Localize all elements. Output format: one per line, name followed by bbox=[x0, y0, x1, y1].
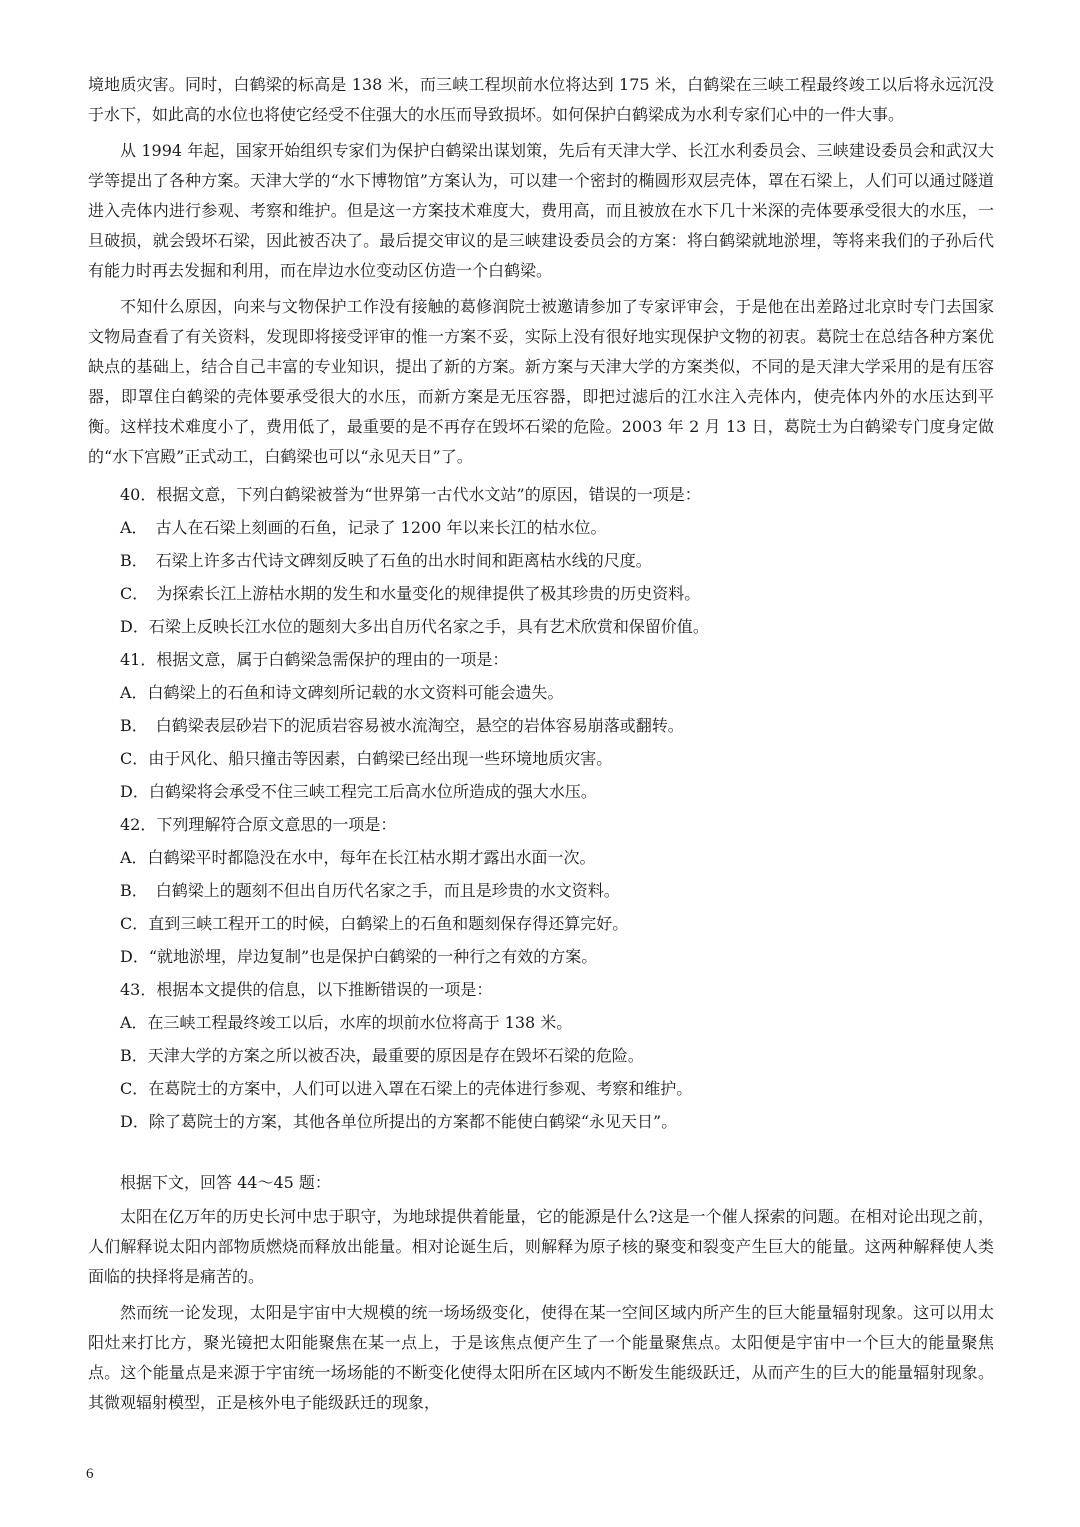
passage-paragraph: 太阳在亿万年的历史长河中忠于职守，为地球提供着能量，它的能源是什么?这是一个催人探索的问题。在相对论出现之前，人们解释说太阳内部物质燃烧而释放出能量。相对论诞生后，则解释为原子核的聚变和裂变产生巨大的能量。这两种解释使人类面临的抉择将是痛苦的。 bbox=[88, 1207, 994, 1286]
passage-paragraph: 从 1994 年起，国家开始组织专家们为保护白鹤梁出谋划策，先后有天津大学、长江水利委员会、三峡建设委员会和武汉大学等提出了各种方案。天津大学的“水下博物馆”方案认为，可以建一个密封的椭圆形双层壳体，罩在石梁上，人们可以通过隧道进入壳体内进行参观、考察和维护。但是这一方案技术难度大，费用高，而且被放在水下几十米深的壳体要承受很大的水压，一旦破损，就会毁坏石梁，因此被否决了。最后提交审议的是三峡建设委员会的方案：将白鹤梁就地淤埋，等将来我们的子孙后代有能力时再去发掘和利用，而在岸边水位变动区仿造一个白鹤梁。 bbox=[88, 141, 994, 280]
option-d: D．白鹤梁将会承受不住三峡工程完工后高水位所造成的强大水压。 bbox=[120, 782, 597, 801]
question-stem: 40．根据文意，下列白鹤梁被誉为“世界第一古代水文站”的原因，错误的一项是： bbox=[120, 485, 701, 504]
passage-paragraph: 然而统一论发现，太阳是宇宙中大规模的统一场场级变化，使得在某一空间区域内所产生的巨大能量辐射现象。这可以用太阳灶来打比方，聚光镜把太阳能聚焦在某一点上，于是该焦点便产生了一个能量聚焦点。太阳便是宇宙中一个巨大的能量聚焦点。这个能量点是来源于宇宙统一场场能的不断变化使得太阳所在区域内不断发生能级跃迁，从而产生的巨大的能量辐射现象。其微观辐射模型，正是核外电子能级跃迁的现象， bbox=[88, 1303, 994, 1412]
option-a: A．白鹤梁上的石鱼和诗文碑刻所记载的水文资料可能会遗失。 bbox=[120, 683, 564, 702]
option-d: D．石梁上反映长江水位的题刻大多出自历代名家之手，具有艺术欣赏和保留价值。 bbox=[120, 617, 709, 636]
option-c: C．由于风化、船只撞击等因素，白鹤梁已经出现一些环境地质灾害。 bbox=[120, 749, 613, 768]
passage-paragraph: 不知什么原因，向来与文物保护工作没有接触的葛修润院士被邀请参加了专家评审会，于是他在出差路过北京时专门去国家文物局查看了有关资料，发现即将接受评审的惟一方案不妥，实际上没有很好地实现保护文物的初衷。葛院士在总结各种方案优缺点的基础上，结合自己丰富的专业知识，提出了新的方案。新方案与天津大学的方案类似，不同的是天津大学采用的是有压容器，即罩住白鹤梁的壳体要承受很大的水压，而新方案是无压容器，即把过滤后的江水注入壳体内，使壳体内外的水压达到平衡。这样技术难度小了，费用低了，最重要的是不再存在毁坏石梁的危险。2003 年 2 月 13 日，葛院士为白鹤梁专门度身定做的“水下宫殿”正式动工，白鹤梁也可以“永见天日”了。 bbox=[88, 297, 994, 466]
question-42 bbox=[88, 808, 994, 973]
document-page bbox=[88, 70, 994, 1424]
question-43 bbox=[88, 973, 994, 1138]
question-stem: 42．下列理解符合原文意思的一项是： bbox=[120, 815, 397, 834]
option-c: C． 为探索长江上游枯水期的发生和水量变化的规律提供了极其珍贵的历史资料。 bbox=[120, 584, 701, 603]
option-c: C．直到三峡工程开工的时候，白鹤梁上的石鱼和题刻保存得还算完好。 bbox=[120, 914, 629, 933]
option-d: D．“就地淤埋，岸边复制”也是保护白鹤梁的一种行之有效的方案。 bbox=[120, 947, 598, 966]
option-b: B． 白鹤梁上的题刻不但出自历代名家之手，而且是珍贵的水文资料。 bbox=[120, 881, 620, 900]
option-c: C．在葛院士的方案中，人们可以进入罩在石梁上的壳体进行参观、考察和维护。 bbox=[120, 1079, 693, 1098]
option-b: B． 石梁上许多古代诗文碑刻反映了石鱼的出水时间和距离枯水线的尺度。 bbox=[120, 551, 652, 570]
passage-paragraph: 境地质灾害。同时，白鹤梁的标高是 138 米，而三峡工程坝前水位将达到 175 米，白鹤梁在三峡工程最终竣工以后将永远沉没于水下，如此高的水位也将使它经受不住强大的水压而导致损坏。如何保护白鹤梁成为水利专家们心中的一件大事。 bbox=[88, 75, 994, 124]
page-number: 6 bbox=[86, 1466, 94, 1482]
question-41 bbox=[88, 643, 994, 808]
option-b: B． 白鹤梁表层砂岩下的泥质岩容易被水流淘空，悬空的岩体容易崩落或翻转。 bbox=[120, 716, 684, 735]
option-a: A．白鹤梁平时都隐没在水中，每年在长江枯水期才露出水面一次。 bbox=[120, 848, 596, 867]
question-40 bbox=[88, 478, 994, 643]
option-d: D．除了葛院士的方案，其他各单位所提出的方案都不能使白鹤梁“永见天日”。 bbox=[120, 1112, 678, 1131]
section-intro: 根据下文，回答 44～45 题： bbox=[120, 1173, 331, 1192]
question-stem: 41．根据文意，属于白鹤梁急需保护的理由的一项是： bbox=[120, 650, 509, 669]
option-a: A． 古人在石梁上刻画的石鱼，记录了 1200 年以来长江的枯水位。 bbox=[120, 518, 607, 537]
option-b: B．天津大学的方案之所以被否决，最重要的原因是存在毁坏石梁的危险。 bbox=[120, 1046, 644, 1065]
question-stem: 43．根据本文提供的信息，以下推断错误的一项是： bbox=[120, 980, 493, 999]
option-a: A．在三峡工程最终竣工以后，水库的坝前水位将高于 138 米。 bbox=[120, 1013, 573, 1032]
